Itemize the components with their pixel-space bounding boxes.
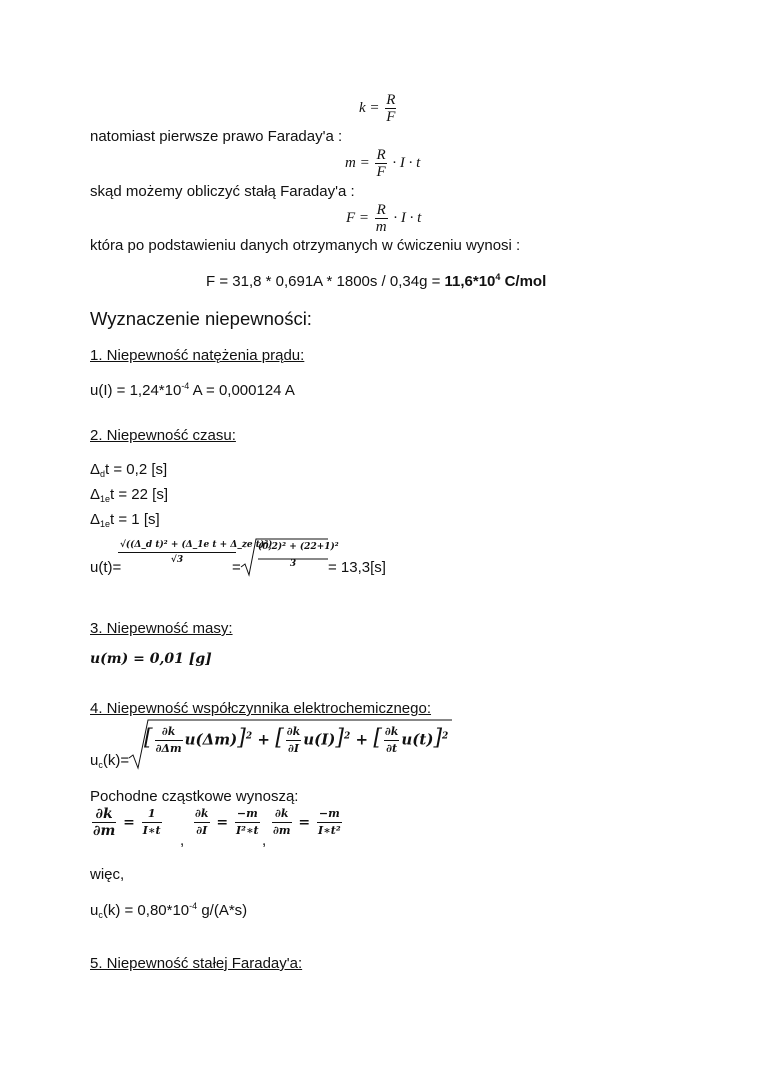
formula-F-lhs: F: [346, 209, 356, 226]
uck-result-mid: (k) = 0,80*10: [102, 902, 190, 919]
ut-frac1: [118, 540, 273, 565]
result-F-unit: C/mol: [500, 273, 547, 290]
uck-result-sub: c: [98, 910, 103, 920]
sec2-line-1: [90, 461, 167, 479]
partial-2-rnum: −m: [236, 807, 258, 820]
uck-expression: [ $\frac{\partial k}{\partial\Delta m}$ u(Δm)]$^2$ + [ $\frac{\partial k}{\partial I}$ u(I)]$^2$ + [ $\frac{\partial k}{\partial t}$ u(t)]$^2$: [144, 725, 449, 755]
delta-sub: d: [100, 469, 106, 479]
partial-2-num: ∂k: [195, 807, 209, 820]
uck-label-pre: u: [90, 752, 99, 769]
partial-comma-1: ,: [180, 832, 185, 849]
uck-result-post: g/(A*s): [197, 902, 248, 919]
partial-1-num: ∂k: [95, 806, 113, 822]
uck-term3-power: 2: [442, 731, 449, 742]
partial-3-num: ∂k: [275, 807, 289, 820]
partials-text: Pochodne cząstkowe wynoszą:: [90, 788, 299, 805]
formula-m-num: R: [376, 147, 386, 163]
uck-label: [90, 752, 129, 770]
wiec-text: więc,: [90, 866, 125, 883]
text-after-subst: która po podstawieniu danych otrzymanych w ćwiczeniu wynosi :: [90, 237, 521, 254]
uck-term1-den: ∂Δm: [155, 742, 182, 755]
formula-m-lhs: m: [345, 154, 356, 171]
formula-k-den: F: [386, 109, 396, 125]
formula-k-lhs: k: [359, 99, 366, 116]
uck-term3-num: ∂k: [384, 725, 399, 738]
partial-1-den: ∂m: [93, 823, 116, 839]
uck-result-exp: -4: [189, 901, 198, 911]
partial-3: $\frac{\partial k}{\partial m}$ = $\frac{-m}{\text{I∗t²}}$: [273, 807, 341, 837]
delta-rest: t = 0,2 [s]: [105, 461, 168, 478]
formula-F-num: R: [376, 202, 386, 218]
formula-F: F = $\frac{R}{m}$ · I · t: [346, 202, 422, 235]
delta-rest: t = 1 [s]: [110, 511, 160, 528]
uck-term3-u: u(t): [401, 730, 434, 749]
formula-m: m = $\frac{R}{F}$ · I · t: [345, 147, 421, 180]
uck-term1-power: 2: [245, 731, 253, 742]
formula-k: k = $\frac{R}{F}$: [359, 92, 396, 125]
result-F-value: 11,6*10: [444, 273, 496, 290]
delta-symbol: Δ: [90, 461, 101, 478]
uck-term2-u: u(I): [303, 730, 336, 749]
sec1-line: [90, 381, 295, 399]
sec4-heading: 4. Niepewność współczynnika elektrochemicznego:: [90, 700, 432, 717]
formula-F-rest: · I · t: [393, 209, 422, 226]
sec5-heading: 5. Niepewność stałej Faraday'a:: [90, 955, 303, 972]
uck-result-pre: u: [90, 902, 99, 919]
result-F-exp: 4: [495, 272, 501, 282]
partial-1: $\frac{\partial k}{\partial m}$ = $\frac{1}{I∗t}$: [93, 806, 161, 839]
result-F: [206, 272, 546, 290]
partial-3-rnum: −m: [318, 807, 340, 820]
sec1-line-post: A = 0,000124 A: [189, 382, 295, 399]
sec1-line-pre: u(I) = 1,24*10: [90, 382, 182, 399]
uck-result: [90, 901, 247, 920]
uck-term2-den: ∂I: [286, 740, 302, 757]
partial-comma-2: ,: [262, 832, 267, 849]
partial-1-rnum: 1: [147, 807, 156, 820]
uck-term1-frac: [155, 724, 183, 757]
sec1-heading: 1. Niepewność natężenia prądu:: [90, 347, 305, 364]
ut-eq: =: [232, 559, 241, 576]
delta-sub: 1e: [100, 494, 111, 504]
section-title: Wyznaczenie niepewności:: [90, 308, 312, 329]
delta-symbol: Δ: [90, 486, 101, 503]
sec3-formula: u(m) = 0,01 [g]: [90, 651, 212, 667]
formula-k-num: R: [386, 92, 396, 108]
sec2-line-2: [90, 486, 168, 504]
delta-rest: t = 22 [s]: [110, 486, 168, 503]
sec1-line-exp: -4: [181, 381, 190, 391]
text-from-where: skąd możemy obliczyć stałą Faraday'a :: [90, 183, 355, 200]
formula-m-den: F: [376, 164, 386, 180]
formula-F-den: m: [375, 219, 387, 235]
partial-3-rden: I∗t²: [318, 824, 341, 837]
uck-term3-frac: [384, 724, 400, 757]
partial-2-rden: I²∗t: [235, 824, 259, 837]
partial-3-den: ∂m: [273, 824, 291, 837]
partial-2: $\frac{\partial k}{\partial I}$ = $\frac{-m}{\text{I²∗t}}$: [195, 807, 259, 837]
uck-label-sub: c: [98, 760, 103, 770]
delta-sub: 1e: [100, 519, 111, 529]
sec3-heading: 3. Niepewność masy:: [90, 620, 233, 637]
ut-frac1-num: √((Δ_d t)² + (Δ_1e t + Δ_ze t)²): [118, 540, 236, 553]
uck-term2-power: 2: [344, 731, 351, 742]
delta-symbol: Δ: [90, 511, 101, 528]
uck-plus-2: +: [355, 730, 369, 749]
ut-result: = 13,3[s]: [328, 559, 386, 576]
ut-label: u(t)=: [90, 559, 122, 576]
partial-1-rden: I∗t: [142, 824, 161, 837]
ut-frac1-den: √3: [170, 555, 184, 565]
partial-2-den: ∂I: [194, 822, 210, 839]
formula-k-fraction: [385, 92, 396, 125]
formula-F-fraction: [375, 202, 388, 235]
uck-term2-num: ∂k: [286, 725, 301, 738]
sec2-heading: 2. Niepewność czasu:: [90, 427, 236, 444]
ut-frac2-num: (0,2)² + (22+1)²: [258, 542, 339, 552]
uck-label-post: (k)=: [102, 752, 130, 769]
uck-term1-num: ∂k: [161, 725, 176, 738]
formula-m-fraction: [375, 147, 386, 180]
uck-plus-1: +: [257, 730, 270, 749]
uck-term3-den: ∂t: [384, 740, 400, 757]
text-first-law: natomiast pierwsze prawo Faraday'a :: [90, 128, 343, 145]
sec2-line-3: [90, 511, 160, 529]
uck-term1-u: u(Δm): [184, 730, 238, 749]
ut-frac2-den: 3: [289, 559, 297, 569]
formula-m-rest: · I · t: [392, 154, 421, 171]
result-F-expr: F = 31,8 * 0,691A * 1800s / 0,34g =: [206, 273, 445, 290]
uck-term2-frac: [286, 724, 302, 757]
